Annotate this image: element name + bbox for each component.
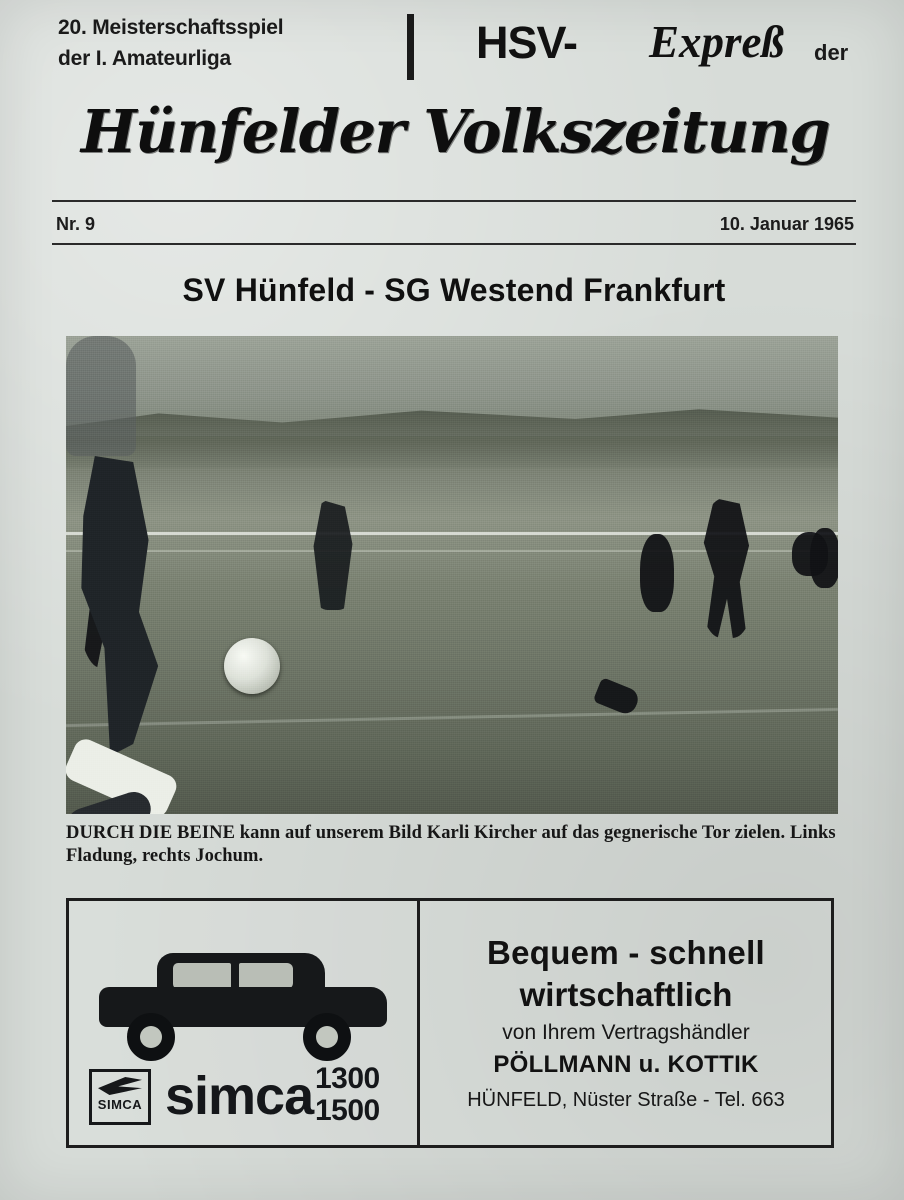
issue-date: 10. Januar 1965 <box>719 214 854 234</box>
simca-wordmark: simca <box>165 1066 314 1126</box>
car-wheel-front <box>127 1013 175 1061</box>
kicker-line-2: der I. Amateurliga <box>58 47 232 70</box>
car-wheel-rear <box>303 1013 351 1061</box>
ad-right-panel <box>421 901 831 1145</box>
masthead-divider <box>407 14 414 80</box>
page-title: Hünfelder Volkszeitung <box>80 97 830 166</box>
kicker-line-1: 20. Meisterschaftsspiel <box>58 16 284 39</box>
badge-label: SIMCA <box>97 1097 143 1112</box>
caption-lead: DURCH DIE BEINE <box>66 823 236 843</box>
photo-background <box>66 336 838 814</box>
ad-subline: von Ihrem Vertragshändler <box>502 1021 750 1044</box>
rule-below-issue <box>52 243 856 245</box>
ad-address: HÜNFELD, Nüster Straße - Tel. 663 <box>467 1089 785 1111</box>
issue-number: Nr. 9 <box>56 214 96 234</box>
swallow-icon <box>98 1077 142 1095</box>
match-photo <box>66 336 838 814</box>
ad-divider <box>417 901 420 1145</box>
photo-grain-overlay <box>66 336 838 814</box>
masthead-kicker <box>58 12 358 74</box>
brand-suffix: der <box>814 40 849 65</box>
issue-row <box>52 210 856 240</box>
masthead-brand <box>434 16 854 76</box>
model-1500: 1500 <box>315 1094 380 1127</box>
ad-left-panel <box>69 901 417 1145</box>
simca-logo-badge <box>89 1069 151 1125</box>
brand-prefix: HSV- <box>476 17 578 68</box>
advertisement[interactable] <box>66 898 834 1148</box>
caption-text: kann auf unserem Bild Karli Kircher auf das gegnerische Tor zielen. Links Fladung, rechts Jochum. <box>66 823 836 866</box>
photo-caption <box>66 822 846 868</box>
rule-above-issue <box>52 200 856 202</box>
car-illustration <box>93 943 393 1053</box>
car-window-front <box>173 963 231 989</box>
match-headline: SV Hünfeld - SG Westend Frankfurt <box>182 272 726 308</box>
car-window-rear <box>239 963 293 989</box>
ad-headline-2: wirtschaftlich <box>519 976 733 1013</box>
masthead <box>52 8 856 88</box>
model-1300: 1300 <box>315 1062 380 1095</box>
brand-script: Expreß <box>649 17 784 67</box>
simca-models <box>315 1063 380 1127</box>
ad-headline-1: Bequem - schnell <box>486 934 766 971</box>
ad-dealer-name: PÖLLMANN u. KOTTIK <box>493 1051 759 1078</box>
